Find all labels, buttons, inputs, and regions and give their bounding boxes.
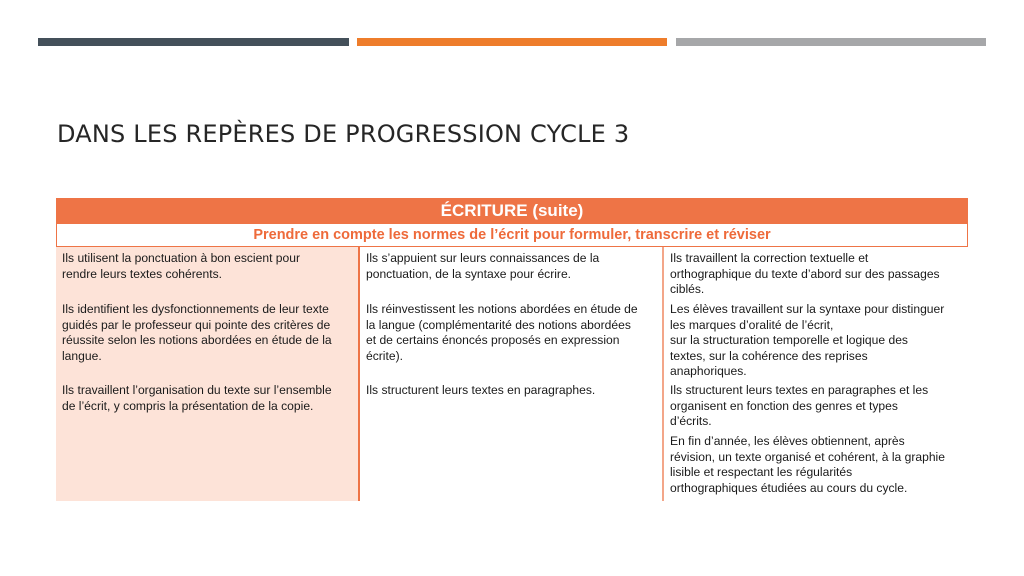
table-cell: Ils identifient les dysfonctionnements de leur texte guidés par le professeur qui pointe des critères de réussite selon les notions abordées en étude de la langue. bbox=[62, 302, 332, 363]
table-header-suite: (suite) bbox=[532, 201, 584, 220]
slide-title: DANS LES REPÈRES DE PROGRESSION CYCLE 3 bbox=[57, 120, 630, 148]
table-cell: En fin d’année, les élèves obtiennent, après révision, un texte organisé et cohérent, à la graphie lisible et respectant les régularités orthographiques étudiées au cours du cycle. bbox=[670, 434, 945, 495]
table-cell: Ils réinvestissent les notions abordées en étude de la langue (complémentarité des notions abordées et de certains énoncés proposés en expression écrite). bbox=[366, 302, 638, 363]
table-cell: Ils travaillent la correction textuelle et orthographique du texte d’abord sur des passages ciblés. bbox=[670, 251, 940, 296]
table-header bbox=[56, 198, 968, 224]
decorative-bar-gray bbox=[676, 38, 986, 46]
table-cell: Ils s’appuient sur leurs connaissances de la ponctuation, de la syntaxe pour écrire. bbox=[366, 251, 600, 281]
table-cell: Ils structurent leurs textes en paragraphes et les organisent en fonction des genres et types d’écrits. bbox=[670, 383, 929, 428]
decorative-bar-dark bbox=[38, 38, 349, 46]
table-column-2 bbox=[360, 247, 664, 501]
table-cell: Ils structurent leurs textes en paragraphes. bbox=[366, 383, 596, 397]
decorative-bar-orange bbox=[357, 38, 667, 46]
table-header-title: ÉCRITURE bbox=[440, 201, 528, 220]
table-cell: Ils travaillent l’organisation du texte sur l’ensemble de l’écrit, y compris la présentation de la copie. bbox=[62, 383, 332, 413]
table-columns bbox=[56, 247, 968, 501]
table-subheader: Prendre en compte les normes de l’écrit pour formuler, transcrire et réviser bbox=[56, 224, 968, 247]
table-column-3 bbox=[664, 247, 968, 501]
table-column-1 bbox=[56, 247, 360, 501]
table-cell: Les élèves travaillent sur la syntaxe pour distinguer les marques d’oralité de l’écrit, sur la structuration temporelle et logique des textes, sur la cohérence des reprises anaphoriques. bbox=[670, 302, 945, 378]
table-cell: Ils utilisent la ponctuation à bon escient pour rendre leurs textes cohérents. bbox=[62, 251, 300, 281]
progression-table bbox=[56, 198, 968, 501]
